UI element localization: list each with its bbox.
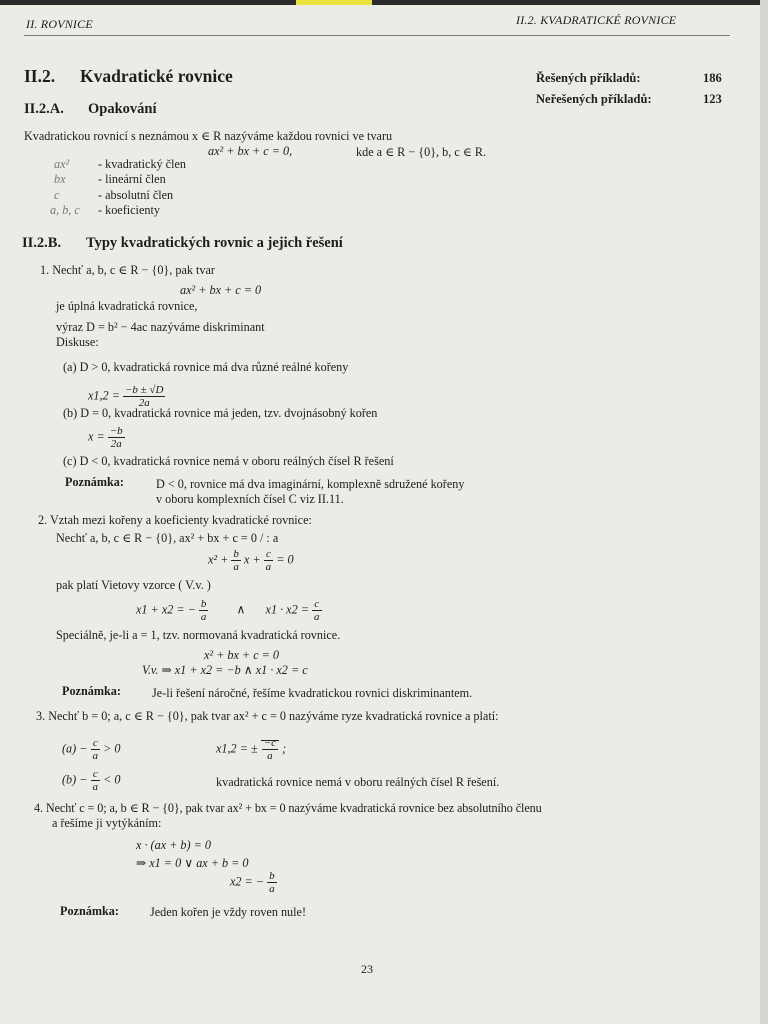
running-header-left: II. ROVNICE (26, 17, 93, 31)
factored-equation: x · (ax + b) = 0 (136, 838, 211, 852)
normalized-viete: V.v. ⇒ x1 + x2 = −b ∧ x1 · x2 = c (142, 663, 308, 677)
note-text: Jeden kořen je vždy roven nule! (150, 905, 307, 919)
second-root (230, 870, 277, 895)
subsection-a-number: II.2.A. (24, 101, 64, 117)
case-a-text: (a) D > 0, kvadratická rovnice má dva různé reálné kořeny (63, 360, 349, 374)
item1-complete-text: je úplná kvadratická rovnice, (56, 299, 198, 313)
term-symbol: bx (54, 172, 66, 186)
logical-and: ∧ (236, 602, 246, 617)
term-description: - koeficienty (98, 203, 160, 217)
coefficient-condition: kde a ∈ R − {0}, b, c ∈ R. (356, 145, 487, 159)
note-text: Je-li řešení náročné, řešíme kvadratickou rovnici diskriminantem. (152, 686, 473, 700)
case-label: (b) − (62, 772, 88, 787)
fraction-numerator: c (312, 598, 322, 611)
stat-solved-label: Řešených příkladů: (536, 71, 641, 85)
term-description: - absolutní člen (98, 188, 174, 202)
note-text: D < 0, rovnice má dva imaginární, komplexně sdružené kořeny (156, 477, 465, 491)
item3-title: 3. Nechť b = 0; a, c ∈ R − {0}, pak tvar ax² + c = 0 nazýváme ryze kvadratická rovnice a platí: (36, 709, 499, 723)
term-symbol: c (54, 188, 60, 202)
subsection-b-title: Typy kvadratických rovnic a jejich řešení (86, 235, 343, 251)
section-title: Kvadratické rovnice (80, 66, 233, 86)
term-symbol: a, b, c (50, 203, 80, 217)
fraction-denominator: a (92, 781, 99, 793)
page-edge-shadow (760, 0, 768, 1024)
running-header-right: II.2. KVADRATICKÉ ROVNICE (516, 13, 677, 27)
viete-sum: x1 + x2 = − (136, 602, 196, 617)
intro-text: Kvadratickou rovnicí s neznámou x ∈ R nazýváme každou rovnici ve tvaru (24, 129, 393, 143)
item2-premise: Nechť a, b, c ∈ R − {0}, ax² + bx + c = 0 / : a (56, 531, 279, 545)
note-label: Poznámka: (60, 904, 119, 918)
eq-part: x² + (208, 552, 229, 567)
stat-unsolved-value: 123 (703, 92, 722, 106)
root-lhs: x = (88, 429, 105, 444)
solution-lhs: x1,2 = ± (216, 741, 258, 756)
case-b-text: (b) D = 0, kvadratická rovnice má jeden, tzv. dvojnásobný kořen (63, 406, 378, 420)
root-lhs: x2 = − (230, 874, 265, 889)
fraction-numerator: −b (109, 425, 123, 437)
fraction-numerator: −c (263, 737, 277, 749)
fraction-denominator: a (92, 750, 99, 762)
term-description: - lineární člen (98, 172, 166, 186)
discussion-label: Diskuse: (56, 335, 99, 349)
normalized-equation-form: x² + bx + c = 0 (204, 648, 280, 662)
fraction-numerator: b (200, 598, 207, 610)
case-3b-condition (62, 768, 120, 793)
case-c-text: (c) D < 0, kvadratická rovnice nemá v oboru reálných čísel R řešení (63, 454, 394, 468)
fraction-numerator: c (91, 737, 101, 750)
general-equation: ax² + bx + c = 0, (208, 144, 293, 158)
fraction-numerator: c (91, 768, 101, 781)
subsection-b-number: II.2.B. (22, 235, 62, 251)
case-b-formula (88, 425, 125, 450)
semicolon: ; (282, 741, 287, 756)
header-rule (24, 35, 730, 36)
stat-solved-value: 186 (703, 71, 722, 85)
page-number: 23 (361, 962, 373, 976)
eq-part: = 0 (276, 552, 294, 567)
relation: < 0 (103, 772, 121, 787)
item4-title: 4. Nechť c = 0; a, b ∈ R − {0}, pak tvar ax² + bx = 0 nazýváme kvadratická rovnice bez absolutního členu (34, 801, 542, 815)
subsection-a-title: Opakování (88, 101, 157, 117)
note-label: Poznámka: (65, 475, 124, 489)
normalized-equation (208, 548, 294, 573)
normalized-note: Speciálně, je-li a = 1, tzv. normovaná kvadratická rovnice. (56, 628, 341, 642)
fraction-denominator: a (233, 561, 239, 573)
fraction-denominator: a (200, 611, 207, 623)
section-number: II.2. (24, 66, 56, 86)
fraction-denominator: a (267, 750, 273, 762)
fraction-numerator: −b ± √D (124, 384, 164, 396)
case-3a-condition (62, 737, 120, 762)
discriminant-definition: výraz D = b² − 4ac nazýváme diskriminant (56, 320, 265, 334)
roots-split: ⇒ x1 = 0 ∨ ax + b = 0 (136, 856, 249, 870)
case-3b-solution: kvadratická rovnice nemá v oboru reálných čísel R řešení. (216, 775, 500, 789)
case-3a-solution (216, 737, 286, 762)
fraction-denominator: 2a (110, 438, 122, 450)
fraction-denominator: a (314, 611, 320, 623)
item2-title: 2. Vztah mezi kořeny a koeficienty kvadratické rovnice: (38, 513, 312, 527)
fraction-numerator: c (264, 548, 274, 561)
note-label: Poznámka: (62, 684, 121, 698)
fraction-denominator: a (269, 883, 275, 895)
viete-intro: pak platí Vietovy vzorce ( V.v. ) (56, 578, 211, 592)
term-description: - kvadratický člen (98, 157, 186, 171)
case-label: (a) − (62, 741, 88, 756)
fraction-numerator: b (269, 870, 275, 882)
viete-product: x1 · x2 = (265, 602, 309, 617)
item1-intro: 1. Nechť a, b, c ∈ R − {0}, pak tvar (40, 263, 215, 277)
eq-part: x + (243, 552, 261, 567)
fraction-denominator: a (265, 561, 272, 573)
fraction-numerator: b (233, 548, 239, 560)
viete-formulas (136, 598, 322, 623)
item1-equation: ax² + bx + c = 0 (180, 283, 262, 297)
root-lhs: x1,2 = (88, 388, 120, 403)
fraction-denominator: 2a (138, 397, 150, 409)
item4-continuation: a řešíme ji vytýkáním: (52, 816, 162, 830)
stat-unsolved-label: Neřešených příkladů: (536, 92, 652, 106)
term-symbol: ax² (54, 157, 70, 171)
relation: > 0 (103, 741, 121, 756)
note-text: v oboru komplexních čísel C viz II.11. (156, 492, 344, 506)
